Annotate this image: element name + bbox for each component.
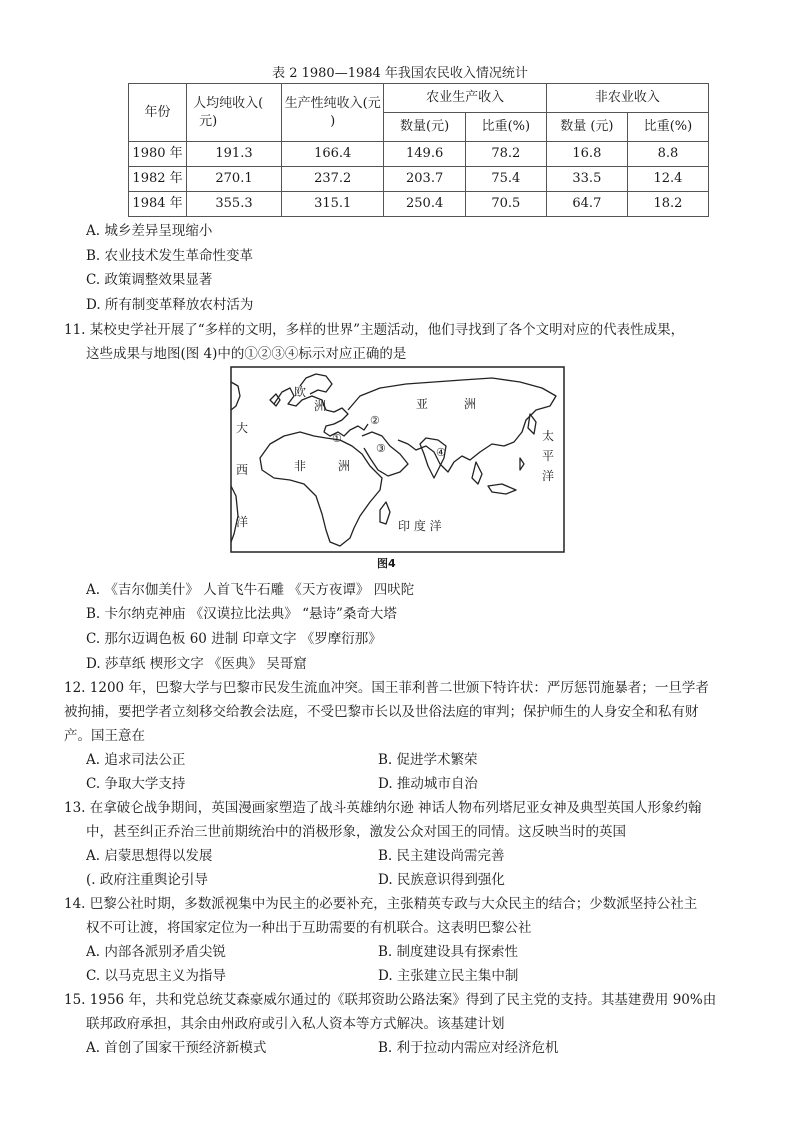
label-atlantic-3: 洋: [236, 515, 249, 529]
q15-option-b: B. 利于拉动内需应对经济危机: [378, 1040, 559, 1056]
q14-stem-line2: 权不可让渡，将国家定位为一种出于互助需要的有机联合。这表明巴黎公社: [86, 920, 532, 936]
q12-option-d: D. 推动城市自治: [378, 776, 478, 792]
label-africa-2: 洲: [338, 459, 351, 473]
q13-stem-line2: 中，甚至纠正乔治三世前期统治中的消极形象，激发公众对国王的同情。这反映当时的英国: [86, 824, 626, 840]
header-year: 年份: [129, 84, 187, 142]
marker-4: ④: [436, 446, 446, 459]
cell-agri-ratio: 75.4: [465, 167, 546, 192]
q12-option-c: C. 争取大学支持: [86, 776, 186, 792]
south-america-edge: [231, 486, 238, 542]
q11-option-c: C. 那尔迈调色板 60 进制 印章文字 《罗摩衍那》: [86, 631, 382, 647]
q13-option-c: (. 政府注重舆论引导: [86, 872, 208, 888]
label-pacific-3: 洋: [542, 469, 555, 483]
north-america-edge: [231, 382, 240, 410]
q11-option-b: B. 卡尔纳克神庙 《汉谟拉比法典》 “悬诗”桑奇大塔: [86, 606, 397, 622]
q10-option-c: C. 政策调整效果显著: [86, 272, 213, 288]
q14-option-d: D. 主张建立民主集中制: [378, 968, 519, 984]
header-agri: 农业生产收入: [384, 84, 546, 113]
q10-option-a: A. 城乡差异呈现缩小: [86, 223, 213, 239]
label-africa-1: 非: [294, 459, 307, 473]
indonesia-islands: [488, 484, 516, 494]
cell-year: 1980 年: [129, 142, 187, 167]
q11-option-a: A. 《吉尔伽美什》 人首飞牛石雕 《天方夜谭》 四吠陀: [86, 582, 415, 598]
africa-coastline: [260, 432, 382, 546]
label-asia-2: 洲: [464, 397, 477, 411]
cell-production: 315.1: [281, 192, 384, 217]
label-atlantic-2: 西: [236, 463, 249, 477]
british-isles: [270, 394, 280, 406]
cell-production: 237.2: [281, 167, 384, 192]
table-row: [129, 142, 709, 167]
cell-agri-ratio: 78.2: [465, 142, 546, 167]
cell-non-amount: 33.5: [546, 167, 627, 192]
q14-option-a: A. 内部各派别矛盾尖锐: [86, 944, 226, 960]
cell-non-ratio: 18.2: [627, 192, 708, 217]
madagascar: [380, 502, 390, 524]
cell-non-ratio: 12.4: [627, 167, 708, 192]
marker-2: ②: [370, 414, 380, 427]
marker-1: ①: [332, 432, 342, 445]
table-header-row: [129, 84, 709, 113]
label-indian-ocean: 印 度 洋: [398, 519, 442, 533]
philippines: [520, 458, 524, 470]
header-agri-ratio: 比重(%): [465, 113, 546, 142]
southeast-asia: [472, 462, 482, 484]
cell-production: 166.4: [281, 142, 384, 167]
q11-stem-line2: 这些成果与地图(图 4)中的①②③④标示对应正确的是: [86, 346, 407, 362]
q13-option-b: B. 民主建设尚需完善: [378, 848, 505, 864]
q11-option-d: D. 莎草纸 楔形文字 《医典》 吴哥窟: [86, 656, 307, 672]
q14-option-c: C. 以马克思主义为指导: [86, 968, 226, 984]
cell-agri-amount: 203.7: [384, 167, 465, 192]
world-map: [230, 366, 566, 554]
table-row: [129, 192, 709, 217]
cell-agri-amount: 250.4: [384, 192, 465, 217]
header-per-capita: 人均纯收入( 元): [187, 84, 282, 142]
cell-year: 1984 年: [129, 192, 187, 217]
income-table: [128, 83, 709, 217]
q11-stem-line1: 11. 某校史学社开展了“多样的文明，多样的世界”主题活动，他们寻找到了各个文明对应的代表性成果，: [64, 322, 685, 338]
q12-stem-line2: 被拘捕，要把学者立刻移交给教会法庭，不受巴黎市长以及世俗法庭的审判；保护师生的人身安全和私有财: [64, 704, 699, 720]
q13-option-a: A. 启蒙思想得以发展: [86, 848, 213, 864]
q13-stem-line1: 13. 在拿破仑战争期间，英国漫画家塑造了战斗英雄纳尔逊 神话人物布列塔尼亚女神及典型英国人形象约翰: [64, 800, 702, 816]
q13-option-d: D. 民族意识得到强化: [378, 872, 505, 888]
q12-stem-line3: 产。国王意在: [64, 728, 145, 744]
marker-3: ③: [376, 442, 386, 455]
header-agri-amount: 数量(元): [384, 113, 465, 142]
cell-agri-ratio: 70.5: [465, 192, 546, 217]
table-row: [129, 167, 709, 192]
q12-stem-line1: 12. 1200 年，巴黎大学与巴黎市民发生流血冲突。国王菲利普二世颁下特许状：严厉惩罚施暴者；一旦学者: [64, 680, 709, 696]
cell-per-capita: 355.3: [187, 192, 282, 217]
label-asia-1: 亚: [416, 397, 429, 411]
q14-stem-line1: 14. 巴黎公社时期，多数派视集中为民主的必要补充，主张精英专政与大众民主的结合；少数派坚持公社主: [64, 896, 698, 912]
q14-option-b: B. 制度建设具有探索性: [378, 944, 519, 960]
q12-option-a: A. 追求司法公正: [86, 752, 186, 768]
cell-per-capita: 270.1: [187, 167, 282, 192]
q15-stem-line2: 联邦政府承担，其余由州政府或引入私人资本等方式解决。该基建计划: [86, 1016, 505, 1032]
cell-non-ratio: 8.8: [627, 142, 708, 167]
q10-option-d: D. 所有制变革释放农村活为: [86, 297, 254, 313]
cell-agri-amount: 149.6: [384, 142, 465, 167]
label-europe-1: 欧: [294, 385, 307, 399]
cell-per-capita: 191.3: [187, 142, 282, 167]
japan-islands: [528, 414, 536, 434]
cell-non-amount: 64.7: [546, 192, 627, 217]
cell-non-amount: 16.8: [546, 142, 627, 167]
header-production: 生产性纯收入(元 ): [281, 84, 384, 142]
map-caption: 图4: [377, 557, 396, 570]
header-non-ratio: 比重(%): [627, 113, 708, 142]
header-nonagri: 非农业收入: [546, 84, 708, 113]
label-pacific-2: 平: [542, 449, 555, 463]
cell-year: 1982 年: [129, 167, 187, 192]
q15-stem-line1: 15. 1956 年，共和党总统艾森豪威尔通过的《联邦资助公路法案》得到了民主党的支持。其基建费用 90%由: [64, 992, 717, 1008]
q10-option-b: B. 农业技术发生革命性变革: [86, 248, 254, 264]
label-atlantic-1: 大: [236, 421, 249, 435]
label-pacific-1: 太: [542, 429, 555, 443]
q15-option-a: A. 首创了国家干预经济新模式: [86, 1040, 267, 1056]
header-non-amount: 数量 (元): [546, 113, 627, 142]
label-europe-2: 洲: [314, 399, 327, 413]
q12-option-b: B. 促进学术繁荣: [378, 752, 478, 768]
table-caption: 表 2 1980—1984 年我国农民收入情况统计: [272, 66, 528, 81]
